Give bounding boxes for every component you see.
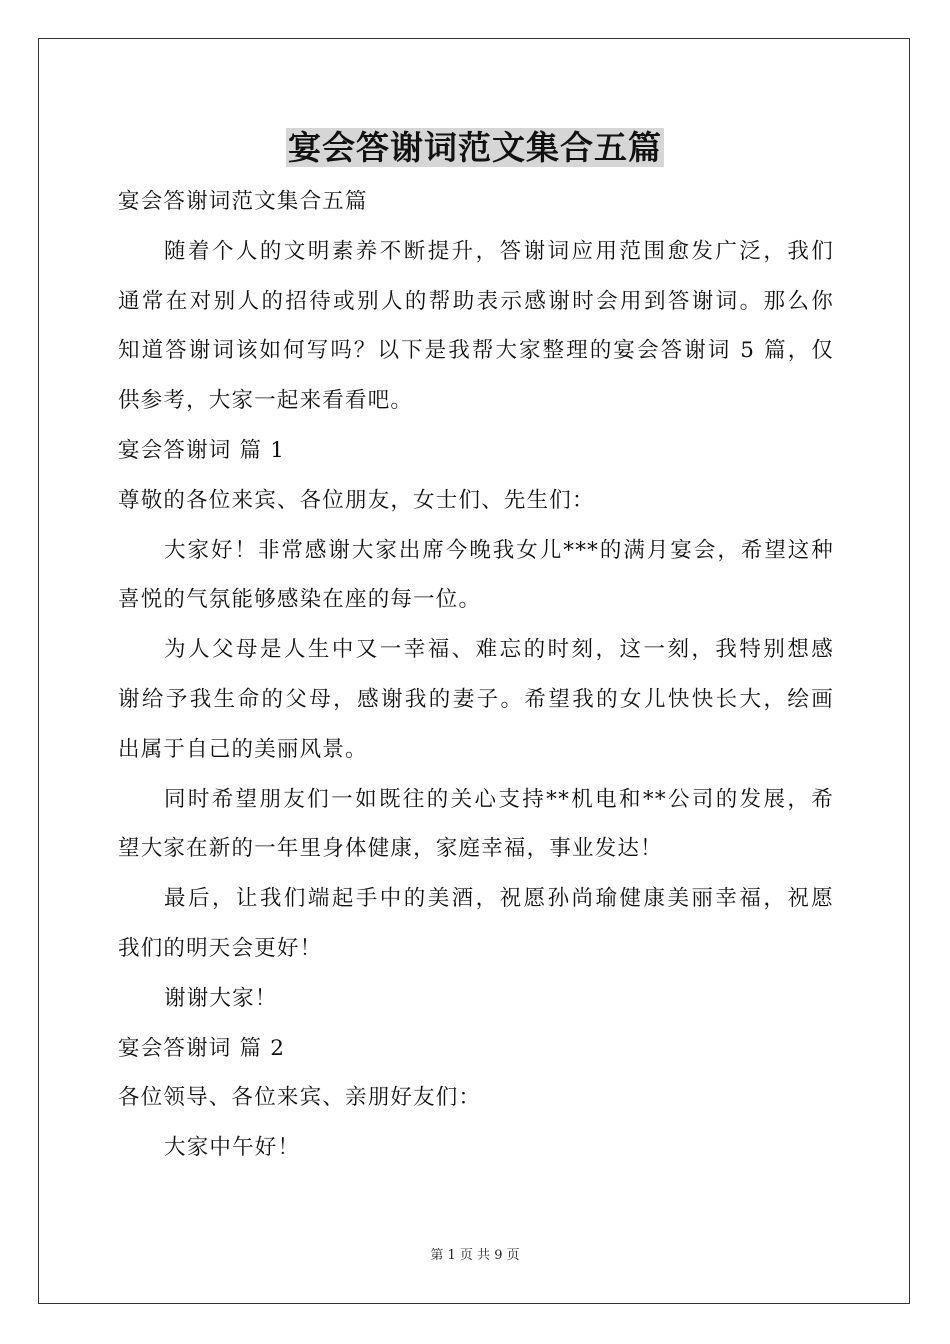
body-line: 我们的明天会更好！ — [118, 935, 323, 961]
body-line: 随着个人的文明素养不断提升，答谢词应用范围愈发广泛，我们 — [164, 238, 834, 264]
page-footer — [0, 1247, 950, 1265]
body-line: 通常在对别人的招待或别人的帮助表示感谢时会用到答谢词。那么你 — [118, 288, 834, 314]
body-line: 喜悦的气氛能够感染在座的每一位。 — [118, 587, 482, 613]
body-line: 宴会答谢词范文集合五篇 — [118, 189, 368, 214]
document-body — [118, 177, 834, 1173]
page-number: 第 1 页 共 9 页 — [430, 1248, 520, 1263]
body-line: 最后，让我们端起手中的美酒，祝愿孙尚瑜健康美丽幸福，祝愿 — [164, 886, 834, 912]
body-line: 谢谢大家！ — [164, 985, 278, 1011]
salutation: 各位领导、各位来宾、亲朋好友们： — [118, 1085, 482, 1111]
body-line: 知道答谢词该如何写吗？以下是我帮大家整理的宴会答谢词 5 篇，仅 — [118, 338, 834, 364]
document-title — [0, 126, 950, 170]
body-line: 谢给予我生命的父母，感谢我的妻子。希望我的女儿快快长大，绘画 — [118, 686, 834, 712]
body-line: 望大家在新的一年里身体健康，家庭幸福，事业发达！ — [118, 836, 663, 862]
body-line: 同时希望朋友们一如既往的关心支持**机电和**公司的发展，希 — [164, 786, 834, 812]
document-title-text: 宴会答谢词范文集合五篇 — [288, 128, 662, 167]
body-line: 出属于自己的美丽风景。 — [118, 736, 368, 762]
section-heading: 宴会答谢词 篇 1 — [118, 437, 286, 463]
salutation: 尊敬的各位来宾、各位朋友，女士们、先生们： — [118, 487, 595, 513]
section-heading: 宴会答谢词 篇 2 — [118, 1035, 286, 1061]
body-line: 为人父母是人生中又一幸福、难忘的时刻，这一刻，我特别想感 — [164, 637, 834, 663]
body-line: 供参考，大家一起来看看吧。 — [118, 388, 414, 414]
body-line: 大家好！非常感谢大家出席今晚我女儿***的满月宴会，希望这种 — [164, 537, 834, 563]
body-line: 大家中午好！ — [164, 1135, 301, 1161]
